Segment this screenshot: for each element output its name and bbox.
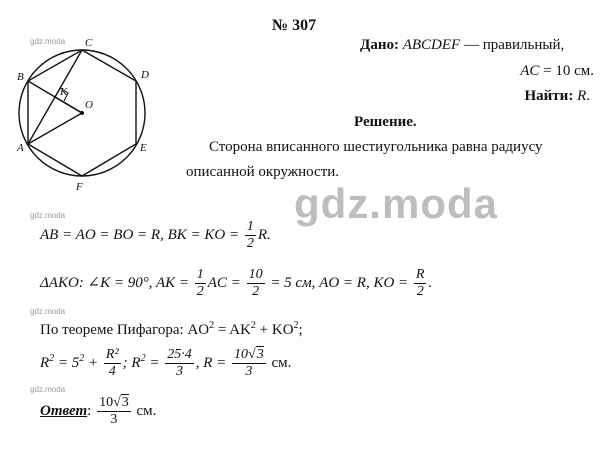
eq2-f2-den: 2 bbox=[252, 284, 260, 299]
eq2-f2-num: 10 bbox=[248, 267, 263, 282]
eq2-f3-num: R bbox=[415, 267, 425, 282]
answer-label: Ответ bbox=[40, 402, 88, 419]
eq4-f3-den: 3 bbox=[245, 364, 253, 379]
eq4-fraction-2 bbox=[165, 348, 194, 379]
answer-fraction bbox=[97, 396, 131, 427]
segment-ko bbox=[55, 97, 82, 113]
given-colon: : bbox=[393, 37, 399, 53]
eq4-f3-num: 10√3 bbox=[234, 347, 264, 362]
eq2-mid1: AC = bbox=[207, 274, 245, 291]
eq4-d: ; R bbox=[122, 354, 141, 371]
eq3-exp-3: 2 bbox=[293, 320, 299, 331]
eq4-g: см. bbox=[267, 354, 292, 371]
eq4-b: = 5 bbox=[54, 354, 80, 371]
answer-num: 10√3 bbox=[99, 395, 129, 410]
find-target: R bbox=[577, 88, 587, 104]
eq4-a: R bbox=[40, 354, 50, 371]
given-description: — правильный, bbox=[460, 37, 565, 53]
equation-1 bbox=[40, 220, 271, 251]
equation-4 bbox=[40, 348, 291, 379]
watermark-small: gdz.moda bbox=[30, 385, 66, 394]
label-d: D bbox=[141, 69, 149, 81]
eq4-f2-den: 3 bbox=[175, 364, 183, 379]
given-ac-lhs: AC bbox=[520, 63, 540, 79]
answer-colon: : bbox=[87, 402, 96, 419]
eq2-fraction-1 bbox=[195, 268, 206, 299]
eq4-f3-num-a: 10 bbox=[234, 347, 249, 362]
eq4-b-exp: 2 bbox=[79, 352, 85, 364]
label-o: O bbox=[85, 99, 93, 111]
eq4-d-exp: 2 bbox=[140, 352, 146, 364]
eq4-fraction-1 bbox=[104, 348, 121, 379]
eq4-f: , R = bbox=[195, 354, 231, 371]
eq2-f1-den: 2 bbox=[196, 284, 204, 299]
answer-line bbox=[40, 396, 156, 427]
answer-num-b: 3 bbox=[121, 395, 129, 410]
eq2-end: . bbox=[428, 274, 433, 291]
eq1-num: 1 bbox=[246, 219, 254, 234]
eq3-end: ; bbox=[298, 322, 303, 338]
eq4-a-exp: 2 bbox=[49, 352, 55, 364]
eq1-tail: R. bbox=[257, 226, 271, 243]
label-a: A bbox=[17, 142, 24, 154]
label-e: E bbox=[140, 142, 147, 154]
solution-paragraph-line-2: описанной окружности. bbox=[186, 164, 340, 180]
label-c: C bbox=[85, 37, 93, 49]
answer-unit: см. bbox=[132, 402, 157, 419]
eq1-lhs: AB = AO = BO = R, BK = KO = bbox=[40, 226, 243, 243]
given-ac-line bbox=[520, 63, 594, 80]
given-figure: ABCDEF bbox=[402, 37, 461, 53]
label-k: K bbox=[60, 86, 68, 98]
eq4-f1-den: 4 bbox=[108, 364, 116, 379]
label-f: F bbox=[76, 181, 83, 193]
eq4-fraction-3 bbox=[232, 348, 266, 379]
solution-paragraph-line-1: Сторона вписанного шестиугольника равна радиусу bbox=[209, 139, 543, 155]
find-period: . bbox=[586, 88, 590, 104]
answer-num-a: 10 bbox=[99, 395, 114, 410]
eq3-exp-2: 2 bbox=[250, 320, 256, 331]
eq1-fraction bbox=[245, 220, 256, 251]
eq4-e: = bbox=[145, 354, 164, 371]
eq2-f3-den: 2 bbox=[416, 284, 424, 299]
eq3-text: По теореме Пифагора: AO bbox=[40, 322, 210, 338]
eq2-fraction-3 bbox=[414, 268, 427, 299]
eq3-mid2: + KO bbox=[255, 322, 294, 338]
given-label: Дано bbox=[360, 37, 394, 53]
watermark-small: gdz.moda bbox=[30, 211, 66, 220]
find-line bbox=[525, 88, 591, 105]
find-colon: : bbox=[568, 88, 574, 104]
eq1-den: 2 bbox=[246, 236, 254, 251]
solution-heading: Решение. bbox=[354, 114, 417, 130]
given-ac-rhs: = 10 см. bbox=[539, 63, 594, 79]
eq4-f2-num: 25·4 bbox=[167, 347, 192, 362]
eq2-f1-num: 1 bbox=[196, 267, 204, 282]
answer-den: 3 bbox=[110, 412, 118, 427]
watermark-small: gdz.moda bbox=[30, 307, 66, 316]
equation-2 bbox=[40, 268, 432, 299]
eq2-start: ΔAKO: ∠K = 90°, AK = bbox=[40, 274, 193, 291]
eq2-mid2: = 5 см, AO = R, KO = bbox=[266, 274, 412, 291]
eq4-f3-num-b: 3 bbox=[256, 347, 264, 362]
eq4-f1-num: R² bbox=[105, 347, 119, 362]
problem-number: № 307 bbox=[272, 17, 317, 34]
watermark-small: gdz.moda bbox=[30, 37, 66, 46]
hexagon-diagram bbox=[10, 25, 180, 200]
eq4-c: + bbox=[84, 354, 102, 371]
eq3-exp-1: 2 bbox=[209, 320, 215, 331]
watermark-big: gdz.moda bbox=[294, 180, 498, 227]
center-point bbox=[80, 111, 84, 115]
given-line bbox=[360, 37, 564, 54]
find-label: Найти bbox=[524, 88, 569, 104]
eq3-mid: = AK bbox=[214, 322, 251, 338]
label-b: B bbox=[17, 71, 24, 83]
equation-3 bbox=[40, 320, 303, 339]
eq2-fraction-2 bbox=[247, 268, 265, 299]
